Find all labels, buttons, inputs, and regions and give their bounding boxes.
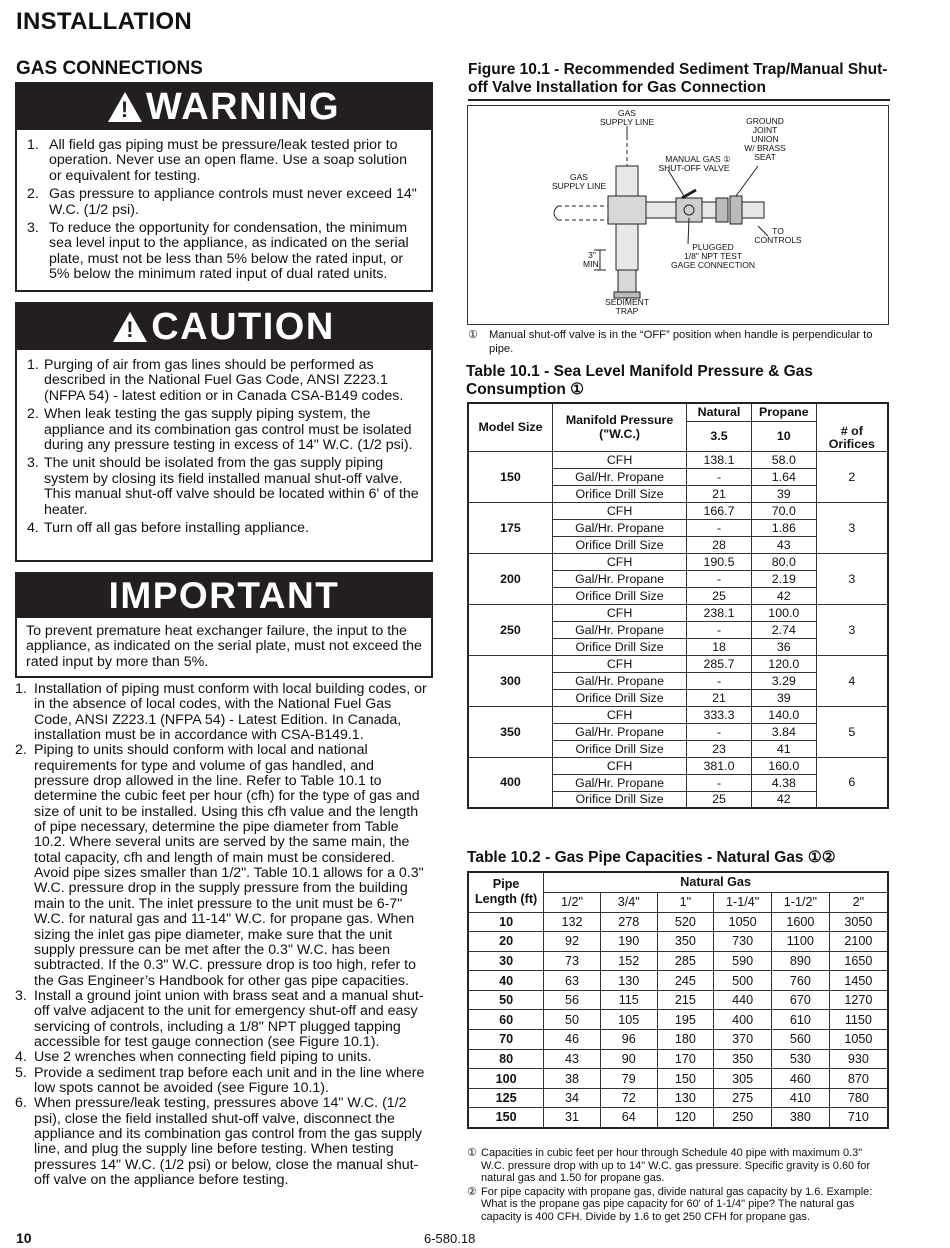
table-cell: 170 <box>657 1049 714 1069</box>
page-section-title: INSTALLATION <box>16 8 193 35</box>
table-cell: 710 <box>829 1108 888 1128</box>
table-cell: 132 <box>544 912 601 932</box>
table-cell: 333.3 <box>687 706 752 723</box>
table-row <box>468 757 888 774</box>
table-cell: 4.38 <box>751 774 816 791</box>
table-cell: 30 <box>468 951 544 971</box>
table-cell: 43 <box>544 1049 601 1069</box>
th-natural-val: 3.5 <box>687 421 752 451</box>
table-row <box>468 451 888 468</box>
table-cell: - <box>687 774 752 791</box>
table-cell: 41 <box>751 740 816 757</box>
table-cell: CFH <box>552 451 686 468</box>
table-cell: Gal/Hr. Propane <box>552 672 686 689</box>
table-cell: 63 <box>544 971 601 991</box>
label-to-controls-2: CONTROLS <box>754 235 802 245</box>
item-number: 3. <box>27 455 39 472</box>
th-pipe-size: 1-1/4" <box>714 892 772 912</box>
table-cell: 50 <box>468 990 544 1010</box>
table-cell: 60 <box>468 1010 544 1030</box>
item-number: 3. <box>15 987 27 1004</box>
label-gas-supply-left-1: GAS <box>570 172 588 182</box>
table-cell: 150 <box>468 1108 544 1128</box>
important-banner <box>17 574 431 618</box>
table-cell: Orifice Drill Size <box>552 638 686 655</box>
table-cell: 870 <box>829 1069 888 1089</box>
warning-list <box>17 130 431 283</box>
th-propane: Propane <box>751 403 816 421</box>
table-cell: 350 <box>714 1049 772 1069</box>
instruction-list <box>15 682 427 1188</box>
item-number: 3. <box>27 220 39 237</box>
table-cell: 100.0 <box>751 604 816 621</box>
list-item <box>15 989 427 1050</box>
item-number: 4. <box>15 1049 27 1066</box>
table-cell: CFH <box>552 655 686 672</box>
table-cell: 100 <box>468 1069 544 1089</box>
table-cell: Gal/Hr. Propane <box>552 468 686 485</box>
list-item <box>15 743 427 989</box>
footnote <box>467 1186 887 1224</box>
th-orifices: # of Orifices <box>816 403 888 451</box>
table-cell: Gal/Hr. Propane <box>552 621 686 638</box>
cell-model: 300 <box>468 655 552 706</box>
th-pipe-size: 1/2" <box>544 892 601 912</box>
table-cell: 31 <box>544 1108 601 1128</box>
table-cell: 20 <box>468 932 544 952</box>
table-cell: 96 <box>600 1030 657 1050</box>
table-cell: 1050 <box>829 1030 888 1050</box>
item-text: Turn off all gas before installing appliance. <box>44 520 309 537</box>
table-cell: 21 <box>687 689 752 706</box>
table-cell: Gal/Hr. Propane <box>552 774 686 791</box>
important-box <box>15 572 433 678</box>
table-cell: 115 <box>600 990 657 1010</box>
section-heading: GAS CONNECTIONS <box>16 58 203 79</box>
table-cell: 285 <box>657 951 714 971</box>
table-cell: 92 <box>544 932 601 952</box>
table-cell: 138.1 <box>687 451 752 468</box>
item-text: Installation of piping must conform with local building codes, or in the absence of local codes, with the National Fuel Gas Code, ANSI Z223.1 (NFPA 54) - Latest Edition. In Canada, installation must be in accordance with CSA-B149.1. <box>34 681 427 744</box>
footnote-text: Capacities in cubic feet per hour through Schedule 40 pipe with maximum 0.3" W.C. pressure drop with up to 14" W.C. gas pressure. Specific gravity is 0.60 for natural gas and 1.50 for propane gas. <box>481 1147 871 1185</box>
label-gas-supply-top-2: SUPPLY LINE <box>599 117 655 127</box>
table-cell: 10 <box>468 912 544 932</box>
figure-note <box>468 329 888 356</box>
item-text: All field gas piping must be pressure/leak tested prior to operation. Never use an open flame. Use a soap solution or equivalent for testing. <box>49 137 408 184</box>
label-ground-joint-2: JOINT <box>752 125 778 135</box>
item-text: When leak testing the gas supply piping system, the appliance and its combination gas control must be isolated during any pressure testing in excess of 14" W.C. (1/2 psi). <box>44 406 413 454</box>
table-cell: 590 <box>714 951 772 971</box>
table-cell: 40 <box>468 971 544 991</box>
footnote <box>467 1147 887 1185</box>
warning-banner <box>17 84 431 130</box>
table-cell: CFH <box>552 604 686 621</box>
table-cell: 70.0 <box>751 502 816 519</box>
table-cell: 43 <box>751 536 816 553</box>
warning-label: WARNING <box>145 85 341 128</box>
table-cell: 238.1 <box>687 604 752 621</box>
table-cell: 125 <box>468 1088 544 1108</box>
item-number: 2. <box>15 742 27 759</box>
table-cell: Orifice Drill Size <box>552 536 686 553</box>
label-gas-supply-top-1: GAS <box>618 108 636 118</box>
table-cell: CFH <box>552 553 686 570</box>
table-row <box>468 706 888 723</box>
important-label: IMPORTANT <box>108 575 340 616</box>
cell-model: 150 <box>468 451 552 502</box>
label-plugged-2: 1/8" NPT TEST <box>684 251 742 261</box>
cell-orifices: 5 <box>816 706 888 757</box>
list-item <box>27 138 423 184</box>
table-cell: Orifice Drill Size <box>552 791 686 808</box>
th-pipe-size: 1-1/2" <box>771 892 829 912</box>
table-cell: 90 <box>600 1049 657 1069</box>
table-cell: - <box>687 468 752 485</box>
table1-title-1: Table 10.1 - Sea Level Manifold Pressure & Gas <box>466 363 813 380</box>
cell-model: 400 <box>468 757 552 808</box>
table-cell: 520 <box>657 912 714 932</box>
cell-orifices: 3 <box>816 604 888 655</box>
table-cell: 38 <box>544 1069 601 1089</box>
list-item <box>27 187 423 218</box>
label-ground-joint-5: SEAT <box>754 152 776 162</box>
label-plugged-1: PLUGGED <box>692 242 734 252</box>
table-cell: - <box>687 723 752 740</box>
footnote-mark: ② <box>467 1185 477 1198</box>
cell-orifices: 3 <box>816 502 888 553</box>
table-cell: 3050 <box>829 912 888 932</box>
table-cell: 25 <box>687 587 752 604</box>
th-manifold: Manifold Pressure ("W.C.) <box>552 403 686 451</box>
table-cell: 1270 <box>829 990 888 1010</box>
table-cell: 130 <box>600 971 657 991</box>
table-cell: 73 <box>544 951 601 971</box>
table-cell: CFH <box>552 706 686 723</box>
table-cell: 180 <box>657 1030 714 1050</box>
caution-list <box>17 350 431 536</box>
label-manual-valve-1: MANUAL GAS ① <box>665 154 731 164</box>
item-text: Piping to units should conform with local and national requirements for type and volume of gas handled, and pressure drop allowed in the line. Refer to Table 10.1 to determine the cubic feet per hour (cfh) for the type of gas and size of unit to be installed. Using this cfh value and the length of pipe necessary, determine the pipe diameter from Table 10.2. Where several units are served by the same main, the total capacity, cfh and length of main must be considered. Avoid pipe sizes smaller than 1/2". Table 10.1 allows for a 0.3" W.C. pressure drop in the supply pressure from the building main to the unit. The inlet pressure to the unit must be 6-7" W.C. for natural gas and 11-14" W.C. for propane gas. When sizing the inlet gas pipe diameter, make sure that the unit supply pressure can be met after the 0.3" W.C. has been subtracted. If the 0.3" W.C. pressure drop is too high, refer to the Gas Engineer’s Handbook for other gas pipe capacities. <box>34 742 424 989</box>
cell-model: 175 <box>468 502 552 553</box>
table-cell: Orifice Drill Size <box>552 689 686 706</box>
table-cell: 3.29 <box>751 672 816 689</box>
table-cell: 80.0 <box>751 553 816 570</box>
table-manifold-pressure <box>467 402 889 809</box>
table-cell: 120 <box>657 1108 714 1128</box>
caution-label: CAUTION <box>151 305 335 348</box>
list-item <box>27 358 423 404</box>
list-item <box>27 221 423 283</box>
list-item <box>15 1050 427 1065</box>
caution-banner <box>17 304 431 350</box>
th-pipe-size: 2" <box>829 892 888 912</box>
table-row <box>468 971 888 991</box>
cell-model: 200 <box>468 553 552 604</box>
table-cell: 195 <box>657 1010 714 1030</box>
table-cell: 34 <box>544 1088 601 1108</box>
table-cell: 64 <box>600 1108 657 1128</box>
cell-orifices: 6 <box>816 757 888 808</box>
table-cell: 215 <box>657 990 714 1010</box>
table-cell: 70 <box>468 1030 544 1050</box>
table-cell: 160.0 <box>751 757 816 774</box>
th-pipe-length <box>468 872 544 912</box>
footnote-mark: ① <box>467 1147 477 1159</box>
table-row <box>468 951 888 971</box>
table-cell: Gal/Hr. Propane <box>552 570 686 587</box>
table-cell: 1.64 <box>751 468 816 485</box>
th-length: Length (ft) <box>474 892 538 907</box>
table-cell: 250 <box>714 1108 772 1128</box>
item-number: 1. <box>15 681 27 697</box>
table-cell: 50 <box>544 1010 601 1030</box>
doc-number: 6-580.18 <box>424 1231 476 1246</box>
th-natural: Natural <box>687 403 752 421</box>
table-cell: Gal/Hr. Propane <box>552 723 686 740</box>
table-cell: 2.19 <box>751 570 816 587</box>
table-cell: 2.74 <box>751 621 816 638</box>
label-sediment-1: SEDIMENT <box>605 297 649 307</box>
page-number: 10 <box>16 1230 32 1246</box>
list-item <box>27 456 423 518</box>
table-row <box>468 604 888 621</box>
table-cell: 440 <box>714 990 772 1010</box>
item-number: 2. <box>27 406 39 423</box>
label-gas-supply-left-2: SUPPLY LINE <box>551 181 607 191</box>
item-text: Use 2 wrenches when connecting field piping to units. <box>34 1049 372 1066</box>
label-sediment-2: TRAP <box>615 306 639 316</box>
table-cell: 560 <box>771 1030 829 1050</box>
table-row <box>468 990 888 1010</box>
warning-triangle-icon <box>108 92 142 122</box>
table-cell: 39 <box>751 689 816 706</box>
table-cell: - <box>687 672 752 689</box>
item-number: 4. <box>27 520 39 537</box>
list-item <box>15 682 427 743</box>
th-natural-gas: Natural Gas <box>544 872 888 892</box>
item-number: 1. <box>27 357 39 373</box>
item-number: 5. <box>15 1064 27 1081</box>
table-cell: 120.0 <box>751 655 816 672</box>
label-three-in-1: 3" <box>588 250 596 260</box>
table-cell: 152 <box>600 951 657 971</box>
table-cell: 410 <box>771 1088 829 1108</box>
table-row <box>468 912 888 932</box>
table-pipe-capacities <box>467 871 889 1129</box>
footnote-text: For pipe capacity with propane gas, divide natural gas capacity by 1.6. Example: What is the propane gas pipe capacity for 60' of 1-1/4" pipe? The natural gas capacity is 400 CFH. Divide by 1.6 to get 250 CFH for propane gas. <box>481 1185 873 1223</box>
table-cell: 21 <box>687 485 752 502</box>
table-cell: 670 <box>771 990 829 1010</box>
th-model-size: Model Size <box>468 403 552 451</box>
item-text: Provide a sediment trap before each unit and in the line where low spots cannot be avoided (see Figure 10.1). <box>34 1064 425 1096</box>
table-cell: 305 <box>714 1069 772 1089</box>
table-row <box>468 1108 888 1128</box>
label-ground-joint-4: W/ BRASS <box>744 143 786 153</box>
table-cell: 36 <box>751 638 816 655</box>
table-cell: 3.84 <box>751 723 816 740</box>
table-row <box>468 1010 888 1030</box>
table-cell: 610 <box>771 1010 829 1030</box>
table-cell: 890 <box>771 951 829 971</box>
label-plugged-3: GAGE CONNECTION <box>670 260 756 270</box>
cell-model: 250 <box>468 604 552 655</box>
table-cell: - <box>687 519 752 536</box>
table-row <box>468 655 888 672</box>
table-cell: 730 <box>714 932 772 952</box>
table-cell: - <box>687 621 752 638</box>
table1-title-2: Consumption ① <box>466 381 585 398</box>
item-text: To reduce the opportunity for condensation, the minimum sea level input to the appliance, as indicated on the serial plate, must not be less than 5% below the rated input, or 5% below the minimum rated input of dual rated units. <box>49 220 409 283</box>
item-text: Purging of air from gas lines should be performed as described in the National Fuel Gas Code, ANSI Z223.1 (NFPA 54) - latest edition or in Canada CSA-B149 codes. <box>44 357 404 404</box>
caution-triangle-icon <box>113 312 147 342</box>
label-three-in-2: MIN. <box>583 259 601 269</box>
label-ground-joint-1: GROUND <box>746 116 784 126</box>
gas-piping-diagram <box>468 106 888 324</box>
table-cell: 760 <box>771 971 829 991</box>
table-cell: 1050 <box>714 912 772 932</box>
figure-note-mark: ① <box>468 329 479 341</box>
table-cell: 58.0 <box>751 451 816 468</box>
table-cell: 381.0 <box>687 757 752 774</box>
table-cell: 1150 <box>829 1010 888 1030</box>
item-text: When pressure/leak testing, pressures above 14" W.C. (1/2 psi), close the field installed shut-off valve, disconnect the appliance and its combination gas control from the gas supply line, and plug the supply line before testing. When testing pressures 14" W.C. (1/2 psi) or below, close the manual shut-off valve on the appliance before testing. <box>34 1095 423 1188</box>
table-cell: 285.7 <box>687 655 752 672</box>
label-to-controls-1: TO <box>772 226 784 236</box>
table-cell: 42 <box>751 587 816 604</box>
item-text: Install a ground joint union with brass seat and a manual shut-off valve adjacent to the unit for emergency shut-off and easy servicing of controls, including a 1/8" NPT plugged tapping accessible for test gauge connection (see Figure 10.1). <box>34 987 424 1050</box>
list-item <box>15 1066 427 1097</box>
table-row <box>468 1049 888 1069</box>
table-cell: Orifice Drill Size <box>552 485 686 502</box>
warning-box <box>15 82 433 292</box>
table-cell: 105 <box>600 1010 657 1030</box>
table-cell: CFH <box>552 757 686 774</box>
table-cell: CFH <box>552 502 686 519</box>
table-cell: Gal/Hr. Propane <box>552 519 686 536</box>
table-cell: 72 <box>600 1088 657 1108</box>
item-text: Gas pressure to appliance controls must never exceed 14" W.C. (1/2 psi). <box>49 186 417 218</box>
table-cell: 930 <box>829 1049 888 1069</box>
list-item <box>27 521 423 536</box>
table-cell: 1600 <box>771 912 829 932</box>
table-cell: 46 <box>544 1030 601 1050</box>
item-number: 2. <box>27 186 39 203</box>
figure-frame <box>467 105 889 325</box>
table-cell: 150 <box>657 1069 714 1089</box>
important-text: To prevent premature heat exchanger failure, the input to the appliance, as indicated on the serial plate, must not exceed the rated input by more than 5%. <box>26 623 422 670</box>
cell-orifices: 4 <box>816 655 888 706</box>
table-row <box>468 553 888 570</box>
table-cell: 25 <box>687 791 752 808</box>
figure-caption: Figure 10.1 - Recommended Sediment Trap/Manual Shut-off Valve Installation for Gas Connection <box>468 61 888 96</box>
table-cell: 79 <box>600 1069 657 1089</box>
cell-orifices: 2 <box>816 451 888 502</box>
table-cell: 1.86 <box>751 519 816 536</box>
table-cell: Orifice Drill Size <box>552 587 686 604</box>
table-cell: Orifice Drill Size <box>552 740 686 757</box>
table-cell: 56 <box>544 990 601 1010</box>
table-cell: - <box>687 570 752 587</box>
figure-underline <box>468 99 890 101</box>
list-item <box>27 407 423 453</box>
table-cell: 350 <box>657 932 714 952</box>
table-cell: 460 <box>771 1069 829 1089</box>
table-cell: 80 <box>468 1049 544 1069</box>
table-cell: 190 <box>600 932 657 952</box>
table-cell: 2100 <box>829 932 888 952</box>
table-cell: 1100 <box>771 932 829 952</box>
table-cell: 42 <box>751 791 816 808</box>
table-row <box>468 1069 888 1089</box>
list-item <box>15 1096 427 1188</box>
figure-note-text: Manual shut-off valve is in the “OFF” position when handle is perpendicular to pipe. <box>489 329 873 355</box>
item-number: 1. <box>27 137 39 153</box>
table-cell: 500 <box>714 971 772 991</box>
caution-box <box>15 302 433 562</box>
item-text: The unit should be isolated from the gas supply piping system by closing its field installed manual shut-off valve. This manual shut-off valve should be located within 6' of the heater. <box>44 455 419 518</box>
table-cell: 130 <box>657 1088 714 1108</box>
table-cell: 23 <box>687 740 752 757</box>
item-number: 6. <box>15 1095 27 1112</box>
table-cell: 39 <box>751 485 816 502</box>
cell-model: 350 <box>468 706 552 757</box>
table-cell: 530 <box>771 1049 829 1069</box>
table-cell: 400 <box>714 1010 772 1030</box>
table-cell: 1650 <box>829 951 888 971</box>
table-cell: 28 <box>687 536 752 553</box>
table-row <box>468 502 888 519</box>
table-cell: 140.0 <box>751 706 816 723</box>
table-cell: 18 <box>687 638 752 655</box>
label-ground-joint-3: UNION <box>751 134 779 144</box>
th-propane-val: 10 <box>751 421 816 451</box>
th-pipe: Pipe <box>492 877 520 892</box>
table-cell: 1450 <box>829 971 888 991</box>
table-cell: 245 <box>657 971 714 991</box>
table-cell: 190.5 <box>687 553 752 570</box>
table-cell: 780 <box>829 1088 888 1108</box>
label-manual-valve-2: SHUT-OFF VALVE <box>658 163 730 173</box>
table-cell: 275 <box>714 1088 772 1108</box>
table2-notes <box>467 1147 887 1225</box>
th-pipe-size: 3/4" <box>600 892 657 912</box>
table-cell: 278 <box>600 912 657 932</box>
table-cell: 380 <box>771 1108 829 1128</box>
table-row <box>468 1088 888 1108</box>
table-cell: 370 <box>714 1030 772 1050</box>
cell-orifices: 3 <box>816 553 888 604</box>
table-row <box>468 1030 888 1050</box>
table-row <box>468 932 888 952</box>
table2-title: Table 10.2 - Gas Pipe Capacities - Natural Gas ①② <box>467 849 836 866</box>
table-cell: 166.7 <box>687 502 752 519</box>
th-pipe-size: 1" <box>657 892 714 912</box>
